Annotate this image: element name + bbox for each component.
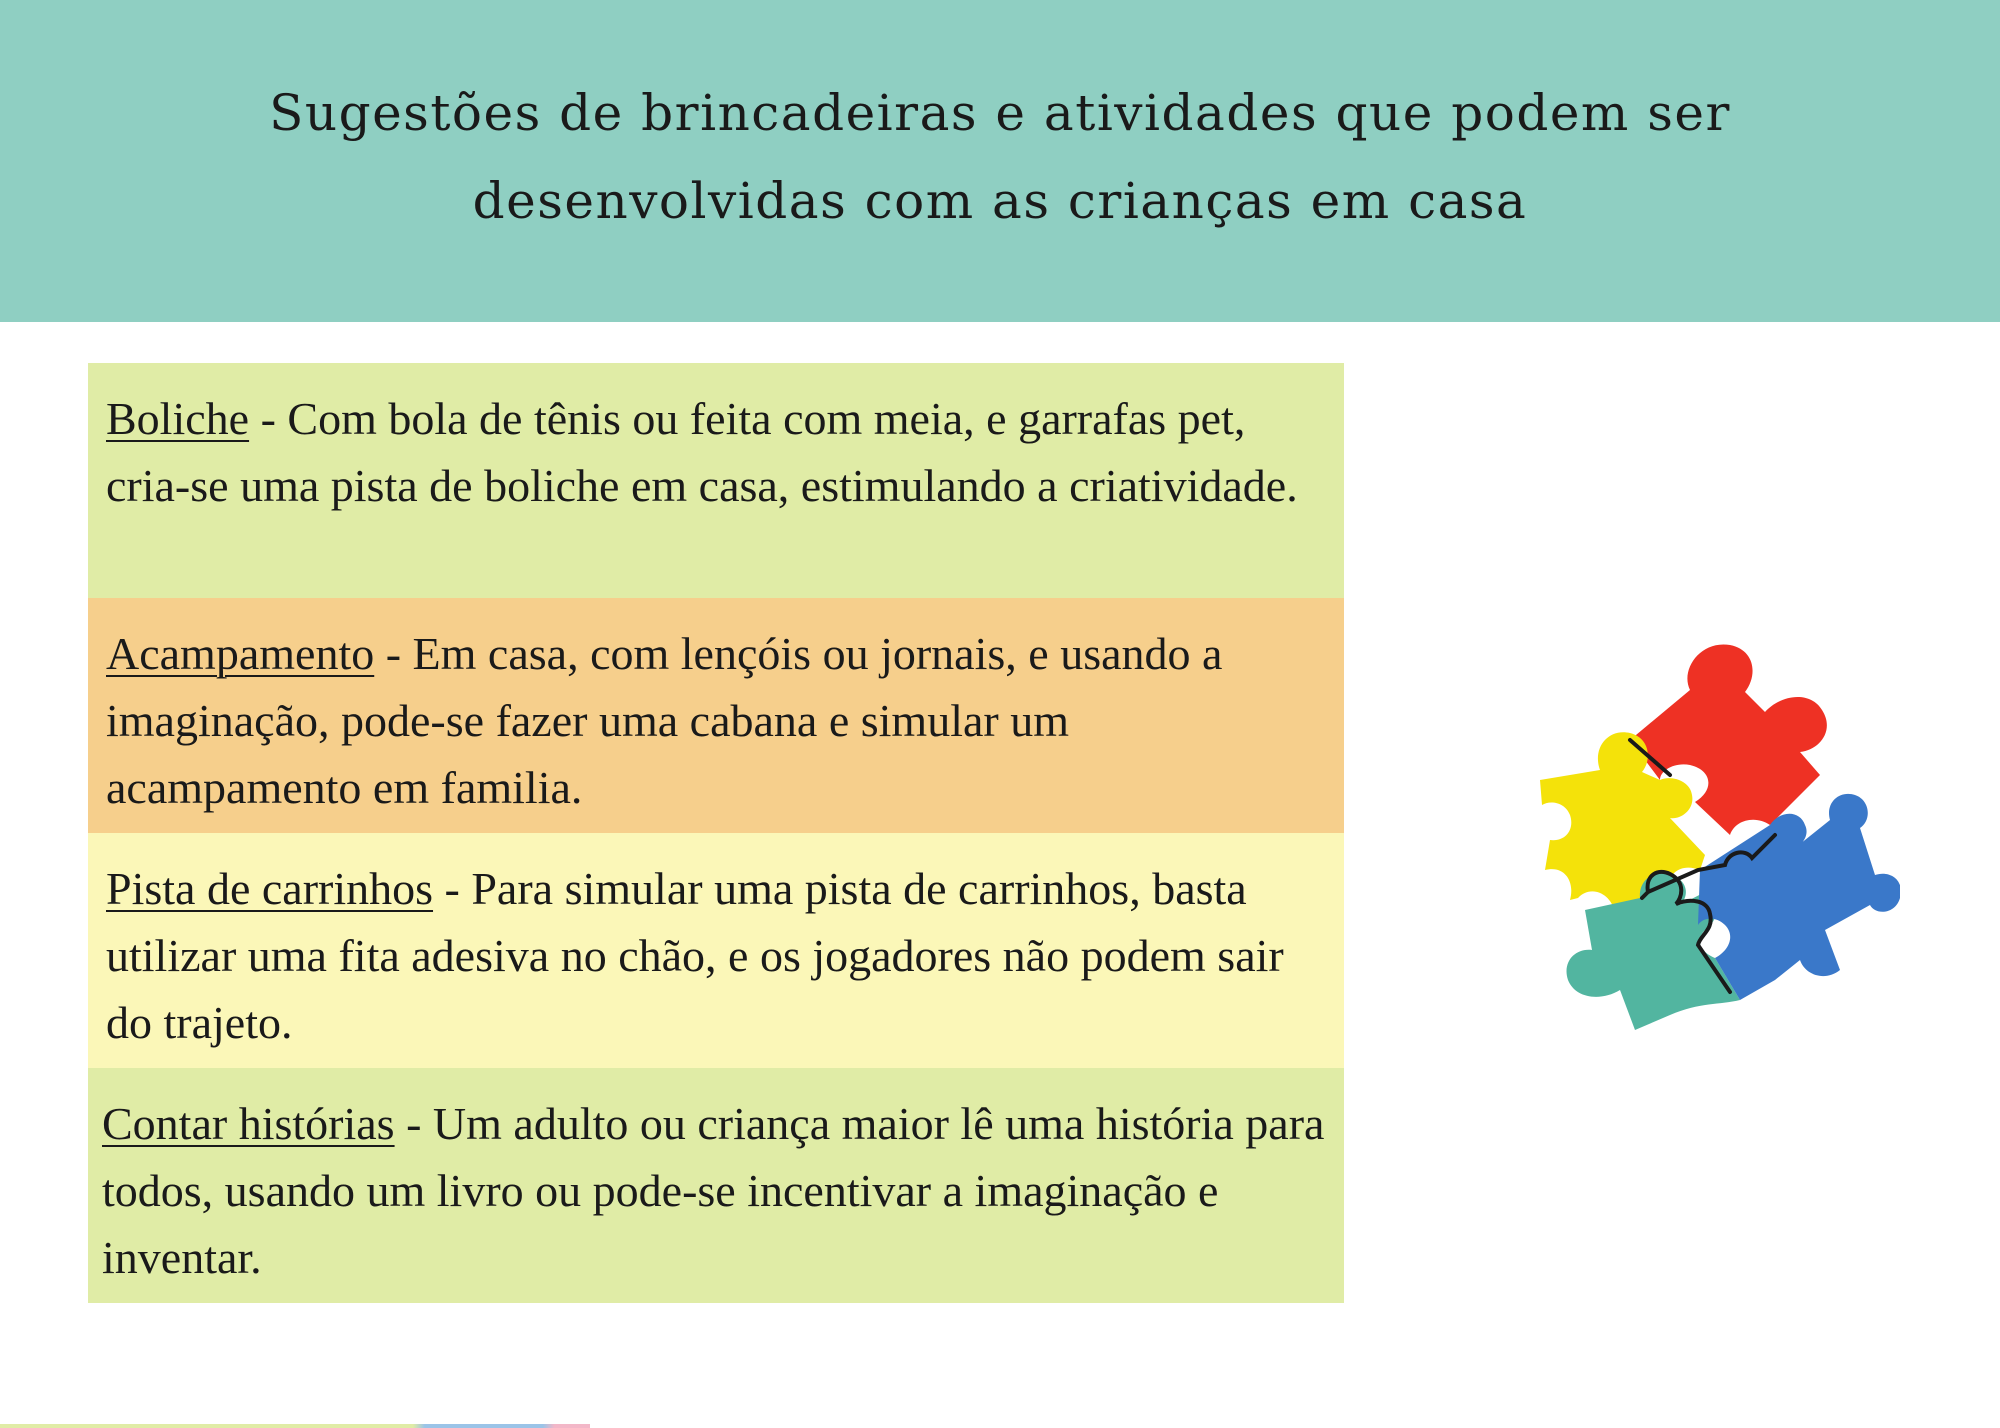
puzzle-pieces-icon	[1530, 630, 1900, 1030]
activity-name: Contar histórias	[102, 1098, 395, 1149]
activity-acampamento	[88, 598, 1344, 833]
activity-name: Pista de carrinhos	[106, 863, 434, 914]
activity-description: - Em casa, com lençóis ou jornais, e usando a imaginação, pode-se fazer uma cabana e simular um acampamento em familia.	[106, 628, 1223, 813]
activity-boliche	[88, 363, 1344, 598]
activity-description: - Um adulto ou criança maior lê uma história para todos, usando um livro ou pode-se incentivar a imaginação e inventar.	[102, 1098, 1325, 1283]
activity-description: - Com bola de tênis ou feita com meia, e garrafas pet, cria-se uma pista de boliche em casa, estimulando a criatividade.	[106, 393, 1298, 511]
activity-contar-historias	[88, 1068, 1344, 1303]
page-title: Sugestões de brincadeiras e atividades que podem ser desenvolvidas com as crianças em casa	[269, 84, 1731, 230]
activity-list	[88, 363, 1344, 1303]
bottom-color-strip	[0, 1424, 590, 1428]
activity-description: - Para simular uma pista de carrinhos, basta utilizar uma fita adesiva no chão, e os jogadores não podem sair do trajeto.	[106, 863, 1284, 1048]
activity-name: Boliche	[106, 393, 250, 444]
activity-name: Acampamento	[106, 628, 375, 679]
header-banner	[0, 0, 2000, 322]
activity-pista-de-carrinhos	[88, 833, 1344, 1068]
